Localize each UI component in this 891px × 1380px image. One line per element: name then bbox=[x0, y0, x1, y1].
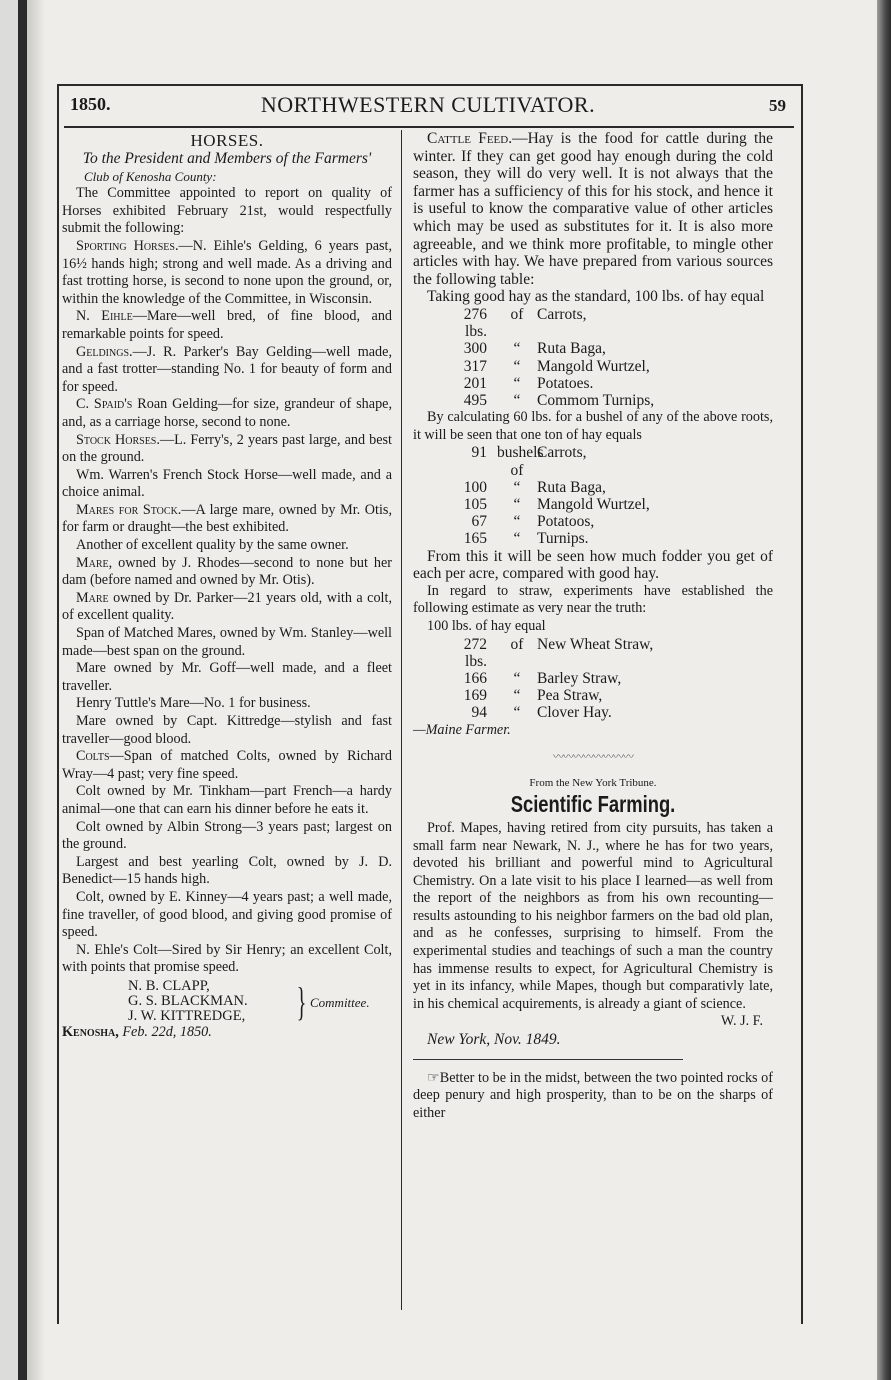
tuttle-mare-entry: Henry Tuttle's Mare—No. 1 for business. bbox=[76, 695, 311, 712]
signer-name: J. W. KITTREDGE, bbox=[128, 1007, 246, 1024]
tribune-credit: From the New York Tribune. bbox=[529, 776, 657, 789]
table-cell: Potatoos, bbox=[537, 513, 595, 531]
table-cell: of bbox=[510, 305, 524, 323]
table-cell: 94 bbox=[471, 704, 487, 722]
table-row bbox=[443, 496, 773, 513]
header-rule bbox=[64, 126, 794, 128]
table-cell: 317 bbox=[463, 357, 487, 375]
goff-mare-entry: Mare owned by Mr. Goff—well made, and a fleet traveller. bbox=[62, 660, 392, 694]
sporting-horses-entry: Sporting Horses.—N. Eihle's Gelding, 6 years past, 16½ hands high; strong and well made. As a driving and fast trotting horse, is second to none upon the ground, or, within the knowledge of the Committee, in Wisconsin. bbox=[62, 237, 393, 307]
straw-paragraph: In regard to straw, experiments have established the following estimate as very near the truth: bbox=[413, 582, 773, 617]
table-cell: “ bbox=[513, 530, 521, 548]
mares-for-stock-entry: Mares for Stock.—A large mare, owned by Mr. Otis, for farm or draught—the best exhibited. bbox=[62, 501, 392, 536]
club-line: Club of Kenosha County: bbox=[84, 168, 217, 184]
straw-standard-line: 100 lbs. of hay equal bbox=[427, 617, 546, 634]
table-row bbox=[443, 670, 773, 687]
table-cell: 272 lbs. bbox=[463, 635, 487, 670]
table-cell: “ bbox=[513, 687, 521, 705]
source-credit: —Maine Farmer. bbox=[413, 721, 511, 738]
straw-table bbox=[443, 636, 773, 722]
table-cell: bushels of bbox=[497, 444, 544, 479]
table-cell: Turnips. bbox=[537, 530, 589, 548]
signer-name: G. S. BLACKMAN. bbox=[128, 992, 248, 1009]
table-row bbox=[443, 704, 773, 721]
table-cell: 67 bbox=[471, 513, 487, 531]
header-year: 1850. bbox=[70, 94, 111, 114]
table-cell: New Wheat Straw, bbox=[537, 635, 654, 653]
kittredge-mare-entry: Mare owned by Capt. Kittredge—stylish and fast traveller—good blood. bbox=[62, 713, 392, 747]
brace-glyph: } bbox=[296, 978, 307, 1024]
ton-equivalents-table bbox=[443, 444, 773, 547]
table-cell: Barley Straw, bbox=[537, 669, 622, 687]
warren-entry: Wm. Warren's French Stock Horse—well made, and a choice animal. bbox=[62, 466, 392, 501]
table-cell: 495 bbox=[463, 391, 487, 409]
table-cell: 91 bbox=[471, 444, 487, 462]
committee-signature bbox=[62, 979, 392, 1024]
fodder-paragraph: From this it will be seen how much fodder you get of each per acre, compared with good hay. bbox=[413, 547, 773, 583]
table-cell: 300 bbox=[463, 340, 487, 358]
table-cell: “ bbox=[513, 495, 521, 513]
table-cell: Ruta Baga, bbox=[537, 340, 606, 358]
running-header bbox=[60, 92, 796, 122]
table-row bbox=[443, 358, 773, 375]
committee-label: Committee. bbox=[310, 994, 370, 1010]
table-row bbox=[443, 513, 773, 530]
table-cell: Carrots, bbox=[537, 444, 587, 462]
dateline: Kenosha, Feb. 22d, 1850. bbox=[62, 1023, 212, 1040]
closing-paragraph: ☞Better to be in the midst, between the two pointed rocks of deep penury and high prosperity, than to be on the sharps of either bbox=[413, 1069, 773, 1121]
scientific-farming-body: Prof. Mapes, having retired from city pursuits, has taken a small farm near Newark, N. J., where he has for two years, devoted his brilliant and powerful mind to Agricultural Chemistry. On a late visit to his place I learned—as well from the report of the neighbors as from his own recounting—results astounding to his neighbor farmers on the bad old plan, and as he confesses, surprising to himself. From the experimental studies and teachings of such a man the country has immense results to expect, for Agricultural Chemistry is yet in its infancy, while Mapes, though but comparativly late, in his chemical acquirements, is already a giant of science. bbox=[413, 819, 773, 1012]
scientific-farming-title: Scientific Farming. bbox=[510, 791, 676, 818]
table-row bbox=[443, 636, 773, 670]
ehle-colt-entry: N. Ehle's Colt—Sired by Sir Henry; an excellent Colt, with points that promise speed. bbox=[62, 941, 392, 976]
top-rule bbox=[57, 84, 801, 89]
stock-horses-entry: Stock Horses.—L. Ferry's, 2 years past large, and best on the ground. bbox=[62, 431, 392, 466]
table-cell: “ bbox=[513, 374, 521, 392]
colts-entry: Colts—Span of matched Colts, owned by Richard Wray—4 past; very fine speed. bbox=[62, 748, 392, 782]
right-column bbox=[413, 130, 773, 1122]
otis-second-entry: Another of excellent quality by the same owner. bbox=[76, 537, 349, 554]
table-cell: “ bbox=[513, 478, 521, 496]
table-row bbox=[443, 530, 773, 547]
rhodes-mare-entry: Mare, owned by J. Rhodes—second to none but her dam (before named and owned by Mr. Otis). bbox=[62, 554, 392, 589]
table-cell: Mangold Wurtzel, bbox=[537, 357, 650, 375]
table-cell: 276 lbs. bbox=[463, 305, 487, 341]
eihle-mare-entry: N. Eihle—Mare—well bred, of fine blood, and remarkable points for speed. bbox=[62, 308, 393, 342]
signer-name: N. B. CLAPP, bbox=[128, 977, 210, 994]
table-row bbox=[443, 687, 773, 704]
table-cell: Commom Turnips, bbox=[537, 391, 655, 409]
table-cell: “ bbox=[513, 513, 521, 531]
table-cell: of bbox=[510, 635, 524, 653]
table-cell: Pea Straw, bbox=[537, 687, 603, 705]
parker-mare-entry: Mare owned by Dr. Parker—21 years old, with a colt, of excellent quality. bbox=[62, 589, 392, 624]
scientific-farming-date: New York, Nov. 1849. bbox=[427, 1031, 561, 1049]
standard-line: Taking good hay as the standard, 100 lbs. of hay equal bbox=[427, 288, 765, 306]
table-cell: “ bbox=[513, 340, 521, 358]
hay-equivalents-table bbox=[443, 306, 773, 409]
tinkham-colt-entry: Colt owned by Mr. Tinkham—part French—a hardy animal—one that can earn his dinner before he eats it. bbox=[62, 783, 392, 817]
table-row bbox=[443, 306, 773, 340]
table-cell: “ bbox=[513, 391, 521, 409]
kinney-colt-entry: Colt, owned by E. Kinney—4 years past; a well made, fine traveller, of good blood, and giving good promise of speed. bbox=[62, 888, 392, 941]
table-row bbox=[443, 444, 773, 478]
table-cell: 165 bbox=[463, 530, 487, 548]
table-cell: “ bbox=[513, 704, 521, 722]
table-cell: 100 bbox=[463, 478, 487, 496]
address-line: To the President and Members of the Farmers' bbox=[82, 150, 372, 167]
left-column bbox=[62, 130, 392, 1042]
benedict-colt-entry: Largest and best yearling Colt, owned by J. D. Benedict—15 hands high. bbox=[62, 853, 392, 888]
table-row bbox=[443, 340, 773, 357]
table-cell: “ bbox=[513, 357, 521, 375]
table-cell: 166 bbox=[463, 669, 487, 687]
scientific-farming-signature: W. J. F. bbox=[720, 1013, 763, 1030]
table-cell: 105 bbox=[463, 495, 487, 513]
table-cell: Potatoes. bbox=[537, 374, 594, 392]
header-title: NORTHWESTERN CULTIVATOR. bbox=[260, 92, 596, 117]
table-row bbox=[443, 375, 773, 392]
section-rule bbox=[413, 1059, 683, 1060]
strong-colt-entry: Colt owned by Albin Strong—3 years past; largest on the ground. bbox=[62, 818, 392, 853]
column-rule bbox=[401, 130, 402, 1310]
spaid-gelding-entry: C. Spaid's Roan Gelding—for size, grandeur of shape, and, as a carriage horse, second to none. bbox=[62, 396, 393, 430]
book-binding bbox=[0, 0, 44, 1380]
page-edge bbox=[877, 0, 891, 1380]
stanley-span-entry: Span of Matched Mares, owned by Wm. Stanley—well made—best span on the ground. bbox=[62, 625, 392, 659]
table-cell: 201 bbox=[463, 374, 487, 392]
header-page-number: 59 bbox=[769, 96, 786, 115]
table-cell: Ruta Baga, bbox=[537, 478, 606, 496]
calculation-paragraph: By calculating 60 lbs. for a bushel of any of the above roots, it will be seen that one ton of hay equals bbox=[413, 409, 773, 443]
geldings-entry: Geldings.—J. R. Parker's Bay Gelding—well made, and a fast trotter—standing No. 1 for beauty of form and for speed. bbox=[62, 343, 392, 395]
table-cell: 169 bbox=[463, 687, 487, 705]
table-row bbox=[443, 392, 773, 409]
table-cell: “ bbox=[513, 669, 521, 687]
horses-heading: HORSES. bbox=[190, 131, 264, 150]
intro-paragraph: The Committee appointed to report on quality of Horses exhibited February 21st, would respectfully submit the following: bbox=[62, 185, 392, 237]
table-cell: Mangold Wurtzel, bbox=[537, 495, 650, 513]
table-cell: Clover Hay. bbox=[537, 704, 612, 722]
cattle-feed-paragraph: Cattle Feed.—Hay is the food for cattle during the winter. If they can get good hay enough during the cold season, they will do very well. It is not always that the farmer has a sufficiency of this for his stock, and hence it is useful to know the comparative value of other articles which may be used as substitutes for it. It is also more agreeable, and we think more profitable, to mingle other articles with hay. We have prepared from various sources the following table: bbox=[413, 130, 773, 288]
table-cell: Carrots, bbox=[537, 305, 587, 323]
pointing-hand-icon: ☞ bbox=[427, 1069, 440, 1086]
wavy-divider: 〰〰〰〰〰〰〰〰 bbox=[553, 751, 633, 764]
table-row bbox=[443, 479, 773, 496]
